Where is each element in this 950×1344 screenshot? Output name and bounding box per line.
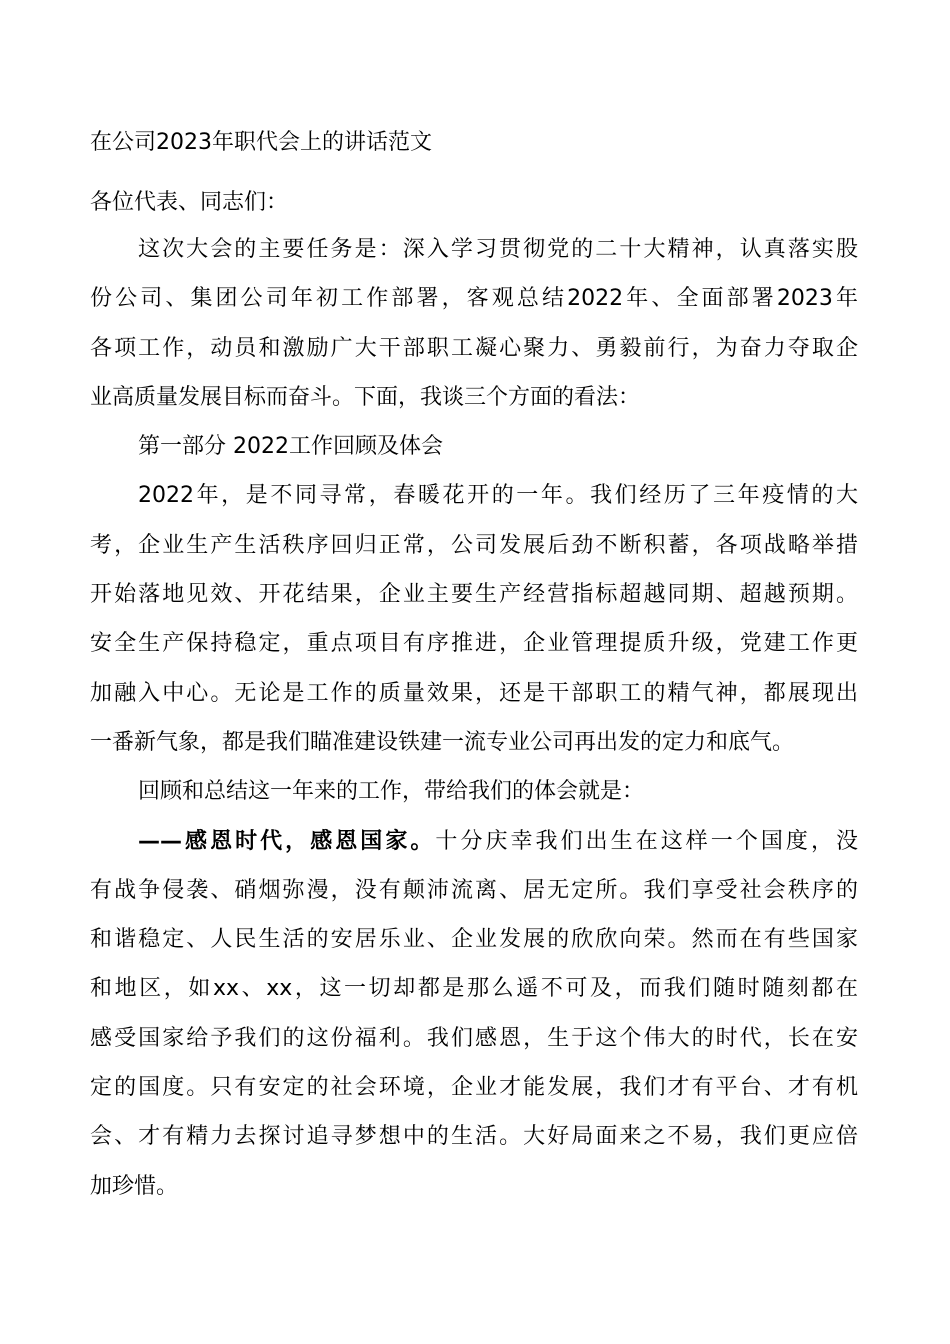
line-text: 十分庆幸我们出生在这样一个国度，没 bbox=[435, 828, 858, 854]
paragraph-line: 安全生产保持稳定，重点项目有序推进，企业管理提质升级，党建工作更 bbox=[90, 631, 858, 657]
document-body bbox=[90, 225, 858, 1211]
paragraph-line bbox=[90, 817, 858, 866]
paragraph-line: 份公司、集团公司年初工作部署，客观总结2022年、全面部署2023年 bbox=[90, 286, 858, 312]
paragraph-line: 和谐稳定、人民生活的安居乐业、企业发展的欣欣向荣。然而在有些国家 bbox=[90, 927, 858, 953]
paragraph bbox=[90, 471, 858, 767]
paragraph-line: 各项工作，动员和激励广大干部职工凝心聚力、勇毅前行，为奋力夺取企 bbox=[90, 335, 858, 361]
paragraph-line: 第一部分 2022工作回顾及体会 bbox=[138, 434, 443, 460]
paragraph-line: 这次大会的主要任务是：深入学习贯彻党的二十大精神，认真落实股 bbox=[138, 237, 858, 262]
salutation: 各位代表、同志们： bbox=[90, 190, 289, 215]
paragraph-line: 开始落地见效、开花结果，企业主要生产经营指标超越同期、超越预期。 bbox=[90, 582, 858, 608]
paragraph-line: 会、才有精力去探讨追寻梦想中的生活。大好局面来之不易，我们更应倍 bbox=[90, 1124, 858, 1150]
paragraph bbox=[90, 225, 858, 422]
document-title: 在公司2023年职代会上的讲话范文 bbox=[90, 130, 432, 155]
paragraph-line: 业高质量发展目标而奋斗。下面，我谈三个方面的看法： bbox=[90, 384, 641, 410]
paragraph bbox=[90, 422, 858, 471]
paragraph-line: 回顾和总结这一年来的工作，带给我们的体会就是： bbox=[138, 779, 645, 805]
paragraph-line: 考，企业生产生活秩序回归正常，公司发展后劲不断积蓄，各项战略举措 bbox=[90, 532, 858, 558]
paragraph-line: 和地区，如xx、xx，这一切却都是那么遥不可及，而我们随时随刻都在 bbox=[90, 976, 858, 1002]
paragraph-line: 一番新气象，都是我们瞄准建设铁建一流专业公司再出发的定力和底气。 bbox=[90, 729, 795, 755]
paragraph-line: 感受国家给予我们的这份福利。我们感恩，生于这个伟大的时代，长在安 bbox=[90, 1025, 858, 1051]
paragraph bbox=[90, 767, 858, 816]
paragraph-line: 加融入中心。无论是工作的质量效果，还是干部职工的精气神，都展现出 bbox=[90, 680, 858, 706]
paragraph-line: 定的国度。只有安定的社会环境，企业才能发展，我们才有平台、才有机 bbox=[90, 1075, 858, 1101]
paragraph-line: 加珍惜。 bbox=[90, 1173, 179, 1199]
paragraph-line: 有战争侵袭、硝烟弥漫，没有颠沛流离、居无定所。我们享受社会秩序的 bbox=[90, 877, 858, 903]
paragraph bbox=[90, 817, 858, 1211]
bold-lead: ——感恩时代，感恩国家。 bbox=[138, 828, 436, 854]
paragraph-line: 2022年，是不同寻常，春暖花开的一年。我们经历了三年疫情的大 bbox=[138, 483, 858, 509]
